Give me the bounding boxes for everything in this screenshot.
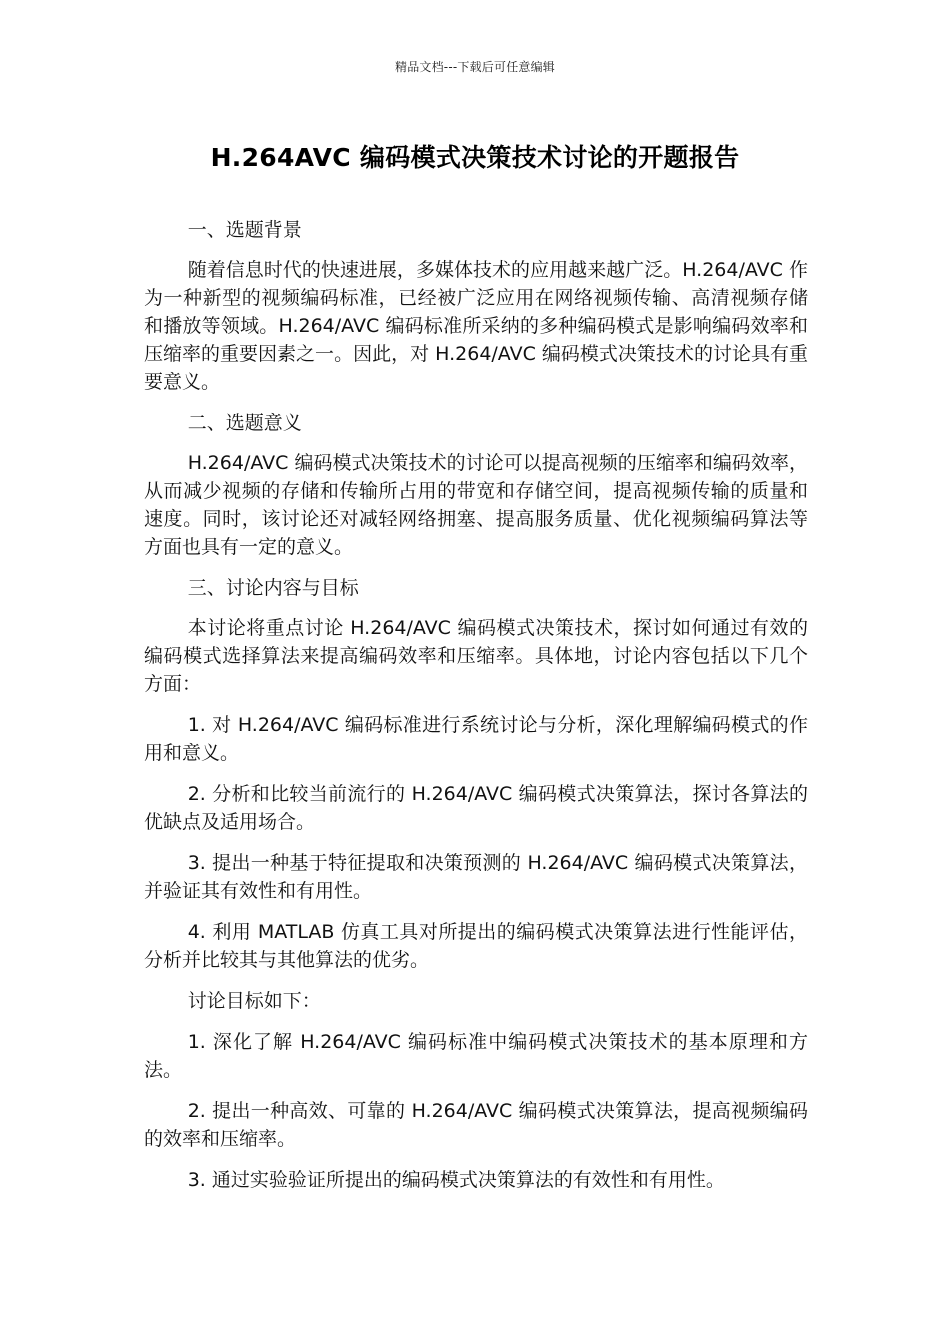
- list-item: 2. 提出一种高效、可靠的 H.264/AVC 编码模式决策算法，提高视频编码的效率和压缩率。: [144, 1100, 808, 1150]
- list-item: 2. 分析和比较当前流行的 H.264/AVC 编码模式决策算法，探讨各算法的优缺点及适用场合。: [144, 783, 808, 833]
- list-item: 1. 对 H.264/AVC 编码标准进行系统讨论与分析，深化理解编码模式的作用和意义。: [144, 714, 808, 764]
- list-item: 4. 利用 MATLAB 仿真工具对所提出的编码模式决策算法进行性能评估，分析并比较其与其他算法的优劣。: [144, 921, 808, 971]
- page-header: 精品文档---下载后可任意编辑: [395, 60, 555, 74]
- body-paragraph: 本讨论将重点讨论 H.264/AVC 编码模式决策技术，探讨如何通过有效的编码模式选择算法来提高编码效率和压缩率。具体地，讨论内容包括以下几个方面：: [144, 617, 808, 695]
- list-item: 3. 提出一种基于特征提取和决策预测的 H.264/AVC 编码模式决策算法，并验证其有效性和有用性。: [144, 852, 808, 902]
- section-heading: 三、讨论内容与目标: [187, 577, 359, 599]
- document-title: H.264AVC 编码模式决策技术讨论的开题报告: [210, 143, 740, 172]
- body-paragraph: 讨论目标如下：: [187, 990, 321, 1012]
- list-item: 1. 深化了解 H.264/AVC 编码标准中编码模式决策技术的基本原理和方法。: [144, 1031, 808, 1081]
- section-heading: 二、选题意义: [187, 412, 302, 434]
- section-heading: 一、选题背景: [187, 219, 302, 241]
- body-paragraph: H.264/AVC 编码模式决策技术的讨论可以提高视频的压缩率和编码效率，从而减少视频的存储和传输所占用的带宽和存储空间，提高视频传输的质量和速度。同时，该讨论还对减轻网络拥塞、提高服务质量、优化视频编码算法等方面也具有一定的意义。: [144, 452, 808, 558]
- body-paragraph: 随着信息时代的快速进展，多媒体技术的应用越来越广泛。H.264/AVC 作为一种新型的视频编码标准，已经被广泛应用在网络视频传输、高清视频存储和播放等领域。H.264/AVC 编码标准所采纳的多种编码模式是影响编码效率和压缩率的重要因素之一。因此，对 H.264/AVC 编码模式决策技术的讨论具有重要意义。: [144, 259, 808, 393]
- list-item: 3. 通过实验验证所提出的编码模式决策算法的有效性和有用性。: [187, 1169, 725, 1191]
- document-body: [144, 216, 808, 1207]
